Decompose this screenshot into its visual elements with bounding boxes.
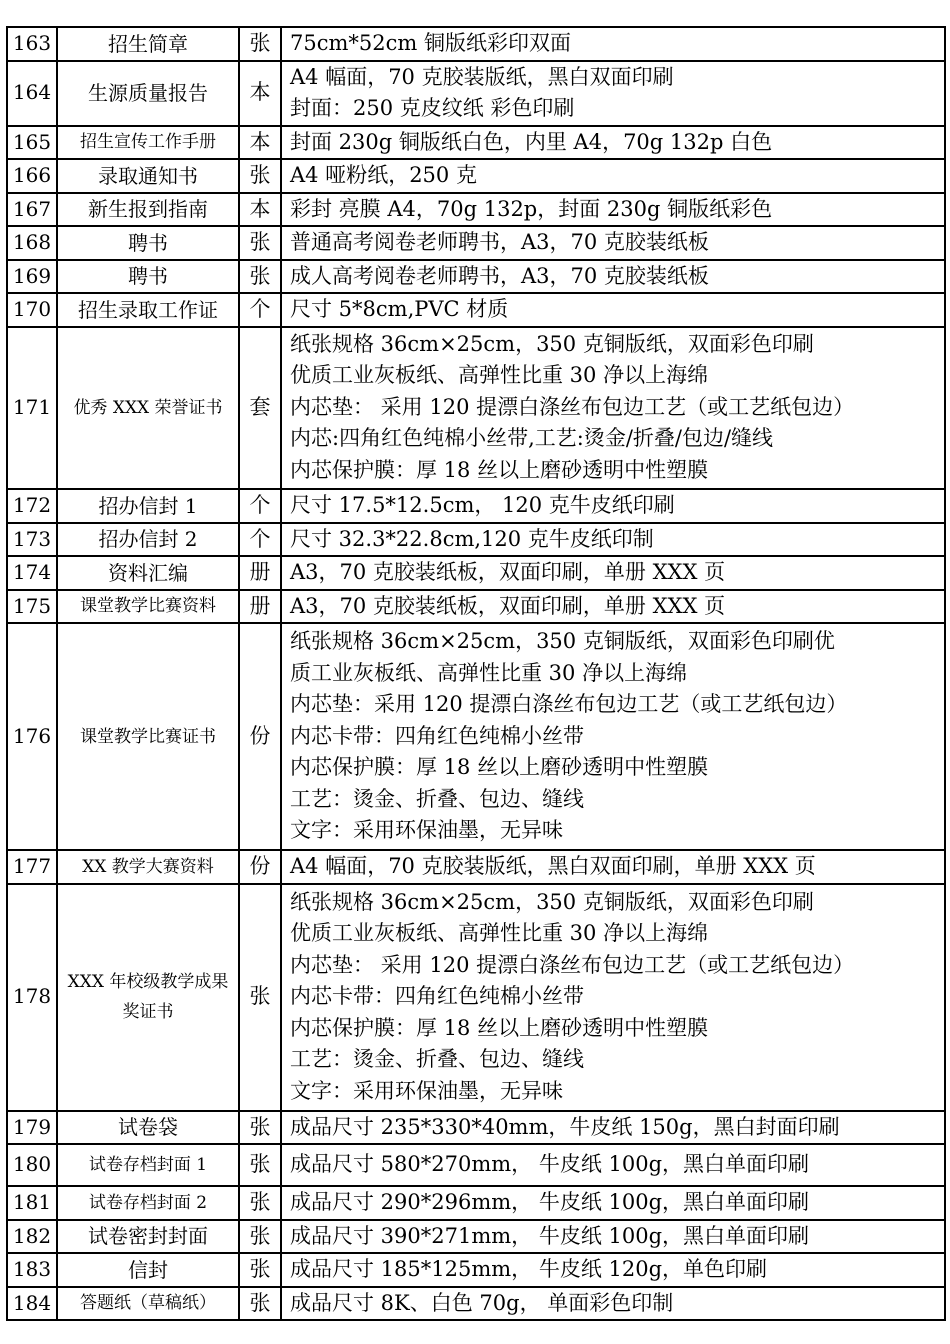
item-name: 答题纸（草稿纸）	[57, 1287, 239, 1321]
row-number: 168	[7, 226, 57, 260]
spec-line: 成品尺寸 290*296mm， 牛皮纸 100g，黑白单面印刷	[290, 1190, 810, 1214]
item-spec	[281, 159, 945, 193]
row-number: 170	[7, 293, 57, 327]
spec-line: 内芯保护膜：厚 18 丝以上磨砂透明中性塑膜	[290, 755, 709, 780]
item-name: 信封	[57, 1253, 239, 1287]
spec-line: 文字：采用环保油墨，无异味	[290, 1078, 563, 1103]
table-row	[7, 126, 945, 160]
table-row	[7, 623, 945, 850]
spec-line: 封面 230g 铜版纸白色，内里 A4，70g 132p 白色	[290, 129, 773, 154]
item-spec	[281, 1220, 945, 1254]
spec-line: 内芯保护膜：厚 18 丝以上磨砂透明中性塑膜	[290, 457, 709, 482]
item-name: 招生宣传工作手册	[57, 126, 239, 160]
spec-line: 成品尺寸 390*271mm， 牛皮纸 100g，黑白单面印刷	[290, 1223, 810, 1248]
table-row	[7, 159, 945, 193]
item-unit: 个	[239, 489, 281, 523]
table-row	[7, 193, 945, 227]
row-number: 180	[7, 1144, 57, 1186]
item-name: 录取通知书	[57, 159, 239, 193]
table-row	[7, 556, 945, 590]
item-name: XX 教学大赛资料	[57, 850, 239, 884]
item-unit: 份	[239, 623, 281, 850]
row-number: 174	[7, 556, 57, 590]
item-name: 聘书	[57, 226, 239, 260]
item-name: 试卷存档封面 1	[57, 1144, 239, 1186]
item-spec	[281, 61, 945, 126]
spec-line: 彩封 亮膜 A4，70g 132p，封面 230g 铜版纸彩色	[290, 196, 773, 221]
item-spec	[281, 260, 945, 294]
row-number: 184	[7, 1287, 57, 1321]
item-unit: 张	[239, 27, 281, 61]
table-row	[7, 1220, 945, 1254]
item-spec	[281, 884, 945, 1111]
table-row	[7, 27, 945, 61]
table-row	[7, 850, 945, 884]
item-name: 新生报到指南	[57, 193, 239, 227]
table-row	[7, 293, 945, 327]
spec-line: 尺寸 32.3*22.8cm,120 克牛皮纸印制	[290, 526, 654, 551]
spec-line: 成品尺寸 235*330*40mm，牛皮纸 150g，黑白封面印刷	[290, 1114, 840, 1139]
table-row	[7, 1111, 945, 1145]
spec-line: A3，70 克胶装纸板，双面印刷，单册 XXX 页	[290, 560, 726, 584]
spec-line: 纸张规格 36cm×25cm，350 克铜版纸，双面彩色印刷	[290, 331, 814, 356]
table-row	[7, 61, 945, 126]
row-number: 182	[7, 1220, 57, 1254]
spec-line: 质工业灰板纸、高弹性比重 30 净以上海绵	[290, 660, 688, 685]
item-name: 招生简章	[57, 27, 239, 61]
item-name: 聘书	[57, 260, 239, 294]
spec-line: 尺寸 17.5*12.5cm， 120 克牛皮纸印刷	[290, 492, 675, 517]
table-row	[7, 327, 945, 489]
spec-line: 优质工业灰板纸、高弹性比重 30 净以上海绵	[290, 921, 709, 946]
row-number: 164	[7, 61, 57, 126]
table-row	[7, 1186, 945, 1220]
spec-line: 内芯卡带：四角红色纯棉小丝带	[290, 723, 584, 748]
item-name: 招生录取工作证	[57, 293, 239, 327]
item-unit: 份	[239, 850, 281, 884]
item-spec	[281, 489, 945, 523]
item-unit: 张	[239, 1186, 281, 1220]
row-number: 181	[7, 1186, 57, 1220]
spec-line: 成品尺寸 185*125mm， 牛皮纸 120g，单色印刷	[290, 1257, 768, 1281]
item-unit: 个	[239, 523, 281, 557]
item-spec	[281, 590, 945, 624]
spec-line: 内芯垫： 采用 120 提漂白涤丝布包边工艺（或工艺纸包边）	[290, 394, 855, 419]
item-name: 试卷存档封面 2	[57, 1186, 239, 1220]
item-unit: 张	[239, 1287, 281, 1321]
item-spec	[281, 850, 945, 884]
row-number: 178	[7, 884, 57, 1111]
item-name: 招办信封 1	[57, 489, 239, 523]
spec-line: A3，70 克胶装纸板，双面印刷，单册 XXX 页	[290, 593, 726, 618]
row-number: 175	[7, 590, 57, 624]
item-unit: 套	[239, 327, 281, 489]
item-name: 试卷袋	[57, 1111, 239, 1145]
row-number: 176	[7, 623, 57, 850]
spec-line: 工艺：烫金、折叠、包边、缝线	[290, 786, 584, 811]
table-row	[7, 226, 945, 260]
spec-line: 普通高考阅卷老师聘书，A3，70 克胶装纸板	[290, 230, 709, 254]
row-number: 179	[7, 1111, 57, 1145]
item-spec	[281, 1111, 945, 1145]
item-unit: 册	[239, 556, 281, 590]
item-unit: 张	[239, 159, 281, 193]
spec-line: 封面：250 克皮纹纸 彩色印刷	[290, 96, 575, 120]
table-row	[7, 523, 945, 557]
row-number: 172	[7, 489, 57, 523]
item-unit: 张	[239, 1111, 281, 1145]
item-spec	[281, 1144, 945, 1186]
row-number: 169	[7, 260, 57, 294]
item-spec	[281, 556, 945, 590]
item-spec	[281, 226, 945, 260]
item-spec	[281, 523, 945, 557]
spec-line: 内芯保护膜：厚 18 丝以上磨砂透明中性塑膜	[290, 1015, 709, 1040]
row-number: 165	[7, 126, 57, 160]
item-unit: 本	[239, 61, 281, 126]
item-name: 招办信封 2	[57, 523, 239, 557]
spec-line: 成品尺寸 8K、白色 70g， 单面彩色印制	[290, 1290, 674, 1315]
row-number: 177	[7, 850, 57, 884]
item-unit: 张	[239, 1144, 281, 1186]
item-name: 资料汇编	[57, 556, 239, 590]
spec-line: 工艺：烫金、折叠、包边、缝线	[290, 1047, 584, 1072]
item-unit: 本	[239, 193, 281, 227]
item-unit: 个	[239, 293, 281, 327]
item-spec	[281, 126, 945, 160]
table-row	[7, 489, 945, 523]
item-unit: 张	[239, 884, 281, 1111]
row-number: 166	[7, 159, 57, 193]
table-row	[7, 1253, 945, 1287]
item-unit: 张	[239, 1220, 281, 1254]
table-row	[7, 1144, 945, 1186]
spec-line: 内芯垫：采用 120 提漂白涤丝布包边工艺（或工艺纸包边）	[290, 692, 848, 717]
spec-line: A4 幅面，70 克胶装版纸，黑白双面印刷	[290, 64, 674, 89]
row-number: 173	[7, 523, 57, 557]
spec-line: 纸张规格 36cm×25cm，350 克铜版纸，双面彩色印刷	[290, 889, 814, 914]
row-number: 183	[7, 1253, 57, 1287]
table-row	[7, 260, 945, 294]
item-name: XXX 年校级教学成果奖证书	[57, 884, 239, 1111]
item-spec	[281, 27, 945, 61]
spec-line: A4 幅面，70 克胶装版纸，黑白双面印刷，单册 XXX 页	[290, 854, 816, 878]
spec-line: 内芯:四角红色纯棉小丝带,工艺:烫金/折叠/包边/缝线	[290, 426, 774, 451]
table-row	[7, 590, 945, 624]
row-number: 167	[7, 193, 57, 227]
table-row	[7, 1287, 945, 1321]
item-name: 生源质量报告	[57, 61, 239, 126]
item-name: 优秀 XXX 荣誉证书	[57, 327, 239, 489]
item-unit: 册	[239, 590, 281, 624]
spec-line: 75cm*52cm 铜版纸彩印双面	[290, 31, 571, 55]
spec-line: 文字：采用环保油墨，无异味	[290, 818, 563, 843]
spec-line: 内芯卡带：四角红色纯棉小丝带	[290, 984, 584, 1009]
spec-line: A4 哑粉纸，250 克	[290, 163, 477, 187]
item-spec	[281, 623, 945, 850]
row-number: 171	[7, 327, 57, 489]
item-unit: 张	[239, 1253, 281, 1287]
item-unit: 本	[239, 126, 281, 160]
item-name: 课堂教学比赛资料	[57, 590, 239, 624]
item-spec	[281, 193, 945, 227]
item-spec	[281, 293, 945, 327]
item-name: 课堂教学比赛证书	[57, 623, 239, 850]
spec-line: 成品尺寸 580*270mm， 牛皮纸 100g，黑白单面印刷	[290, 1152, 810, 1177]
item-spec	[281, 327, 945, 489]
item-name: 试卷密封封面	[57, 1220, 239, 1254]
spec-line: 尺寸 5*8cm,PVC 材质	[290, 297, 509, 321]
table-row	[7, 884, 945, 1111]
spec-line: 内芯垫： 采用 120 提漂白涤丝布包边工艺（或工艺纸包边）	[290, 952, 855, 977]
item-spec	[281, 1287, 945, 1321]
item-unit: 张	[239, 226, 281, 260]
item-spec	[281, 1253, 945, 1287]
item-unit: 张	[239, 260, 281, 294]
spec-line: 优质工业灰板纸、高弹性比重 30 净以上海绵	[290, 363, 709, 388]
spec-line: 成人高考阅卷老师聘书，A3，70 克胶装纸板	[290, 263, 709, 288]
item-spec	[281, 1186, 945, 1220]
spec-table	[6, 26, 946, 1321]
spec-line: 纸张规格 36cm×25cm，350 克铜版纸，双面彩色印刷优	[290, 629, 835, 654]
row-number: 163	[7, 27, 57, 61]
